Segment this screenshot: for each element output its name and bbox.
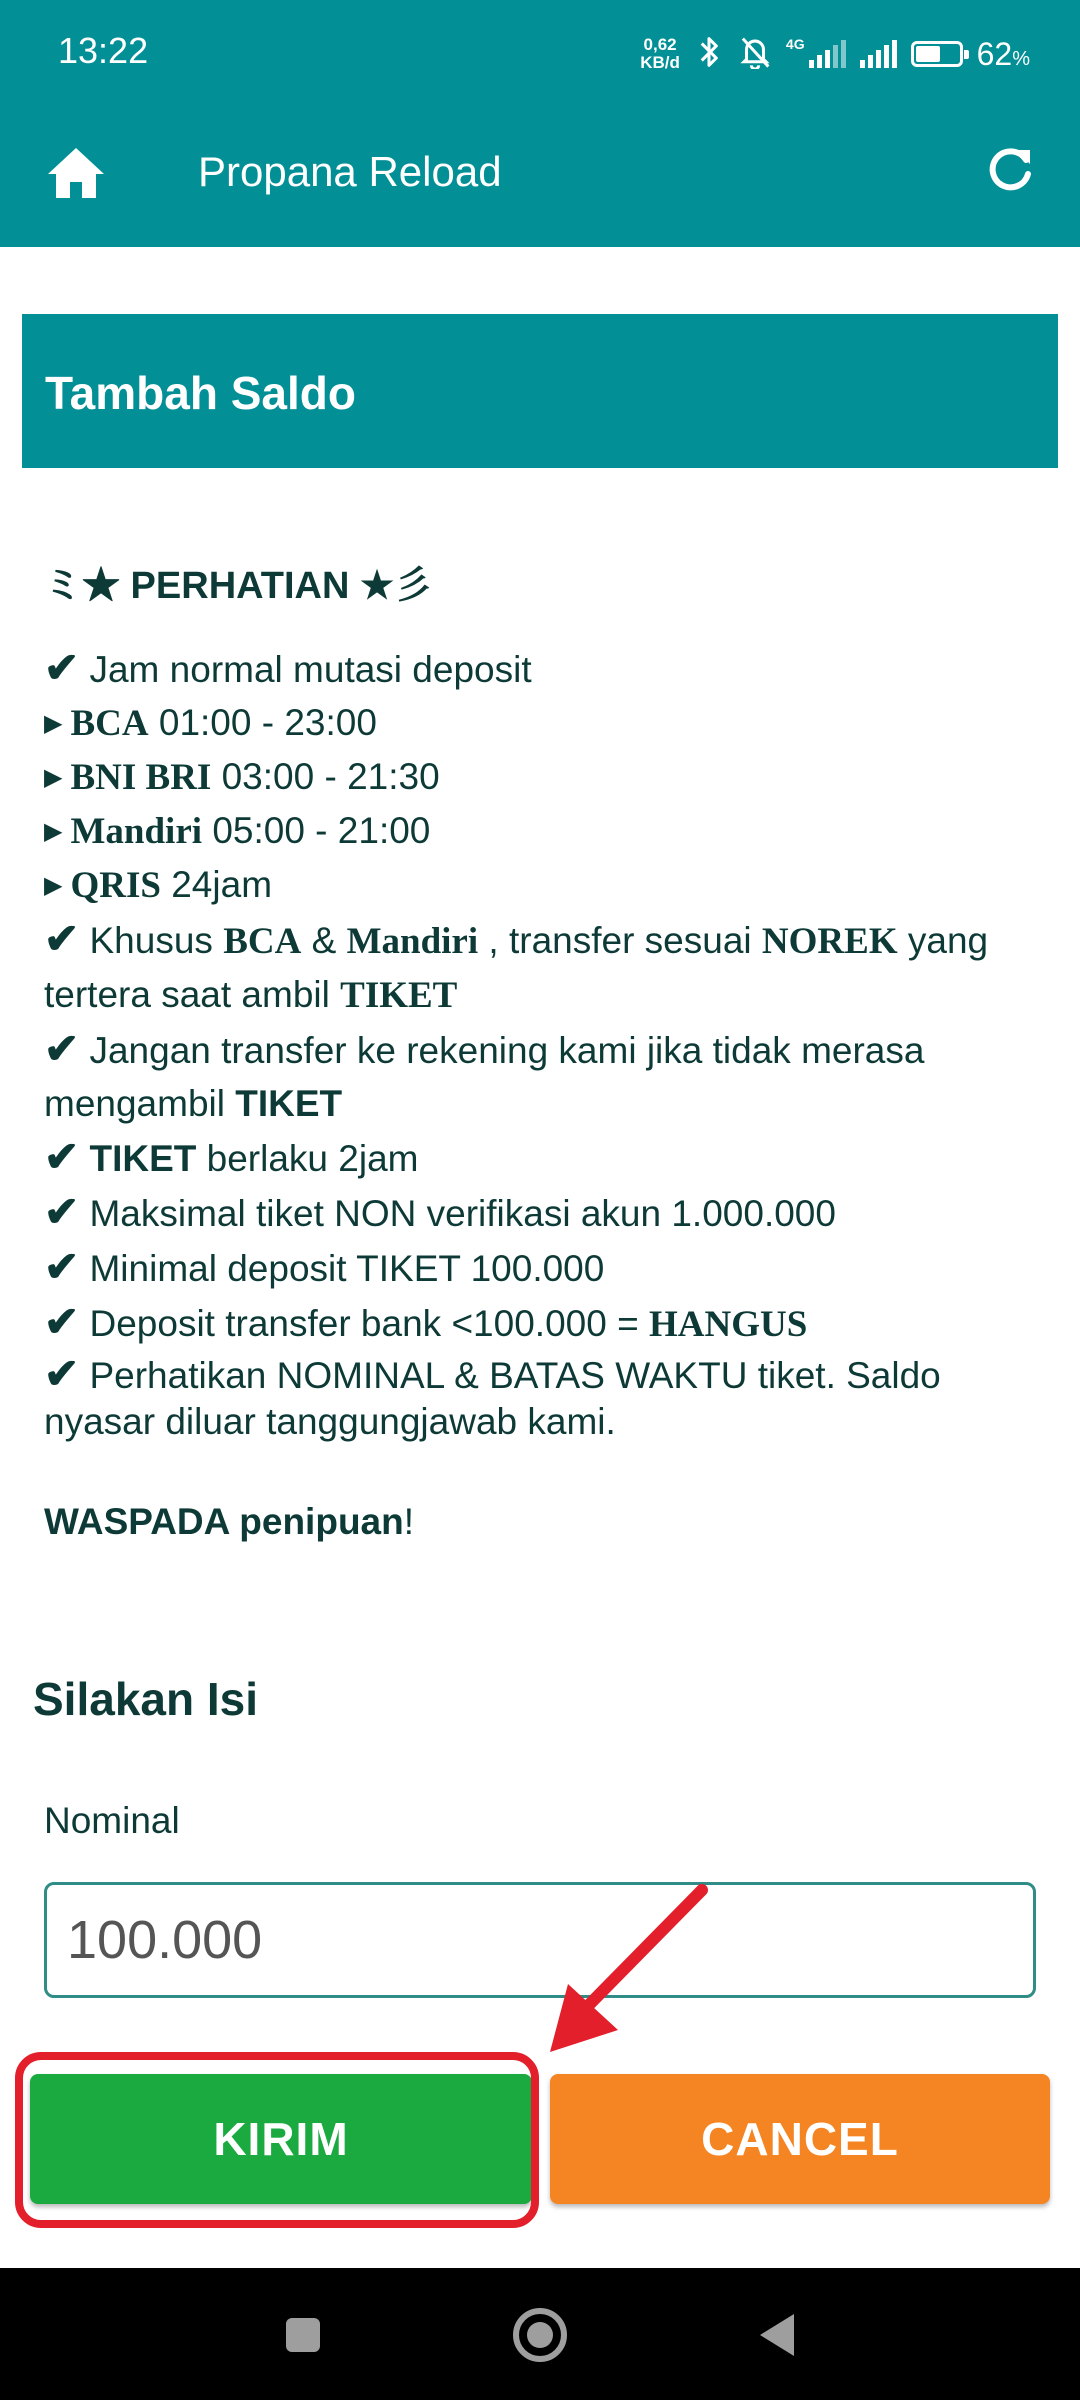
home-icon[interactable] [46,144,106,200]
notice-line: ✔ Perhatikan NOMINAL & BATAS WAKTU tiket. Saldo nyasar diluar tanggungjawab kami. [44,1350,941,1442]
check-icon: ✔ [44,1350,80,1397]
notice-line: ✔ Minimal deposit TIKET 100.000 [44,1243,605,1290]
notice-line: ✔ Jangan transfer ke rekening kami jika tidak merasa mengambil TIKET [44,1025,925,1124]
network-type-label: 4G [785,36,805,52]
recents-icon[interactable] [268,2300,338,2370]
signal-icon-1 [809,40,846,68]
battery-percent: 62% [976,35,1030,72]
notice-line: ✔ Jam normal mutasi deposit [44,644,532,691]
triangle-icon: ▶ [44,872,63,899]
home-nav-icon[interactable] [505,2300,575,2370]
check-icon: ✔ [44,1133,80,1180]
check-icon: ✔ [44,1298,80,1345]
check-icon: ✔ [44,644,80,691]
highlight-box [15,2052,539,2228]
arrow-icon [540,1880,720,2060]
bluetooth-icon [694,35,724,74]
notice-line: ✔ Maksimal tiket NON verifikasi akun 1.000.000 [44,1188,836,1235]
bell-muted-icon [738,35,772,74]
cancel-button[interactable]: CANCEL [550,2074,1050,2204]
triangle-icon: ▶ [44,818,63,845]
check-icon: ✔ [44,1243,80,1290]
page-title: Tambah Saldo [22,314,1058,468]
app-title: Propana Reload [198,148,502,195]
notice-line: ▶ BNI BRI 03:00 - 21:30 [44,756,440,798]
refresh-icon[interactable] [986,144,1034,194]
notice-line: ▶ BCA 01:00 - 23:00 [44,702,377,744]
back-icon[interactable] [742,2300,812,2370]
status-icons [640,30,1030,78]
app-bar [0,0,1080,247]
check-icon: ✔ [44,1188,80,1235]
network-speed: 0,62 KB/d [640,35,680,72]
notice-line: ▶ Mandiri 05:00 - 21:00 [44,810,431,852]
notice-line: ✔ Khusus BCA & Mandiri , transfer sesuai NOREK yang tertera saat ambil TIKET [44,915,989,1016]
notice-line: ▶ QRIS 24jam [44,864,273,906]
battery-icon [911,41,963,67]
notice-block [44,560,1044,1548]
battery-fill [916,46,941,62]
notice-line: ✔ Deposit transfer bank <100.000 = HANGUS [44,1298,808,1345]
triangle-icon: ▶ [44,764,63,791]
triangle-icon: ▶ [44,710,63,737]
check-icon: ✔ [44,915,80,962]
warning-text: WASPADA penipuan! [44,1501,415,1542]
kirim-button[interactable]: KIRIM [30,2074,532,2204]
nominal-label: Nominal [44,1800,180,1841]
notice-title: ミ★ PERHATIAN ★彡 [44,565,433,607]
notice-line: ✔ TIKET berlaku 2jam [44,1133,419,1180]
form-title: Silakan Isi [33,1673,259,1725]
check-icon: ✔ [44,1025,80,1072]
signal-icon-2 [860,40,897,68]
status-time: 13:22 [58,30,149,71]
